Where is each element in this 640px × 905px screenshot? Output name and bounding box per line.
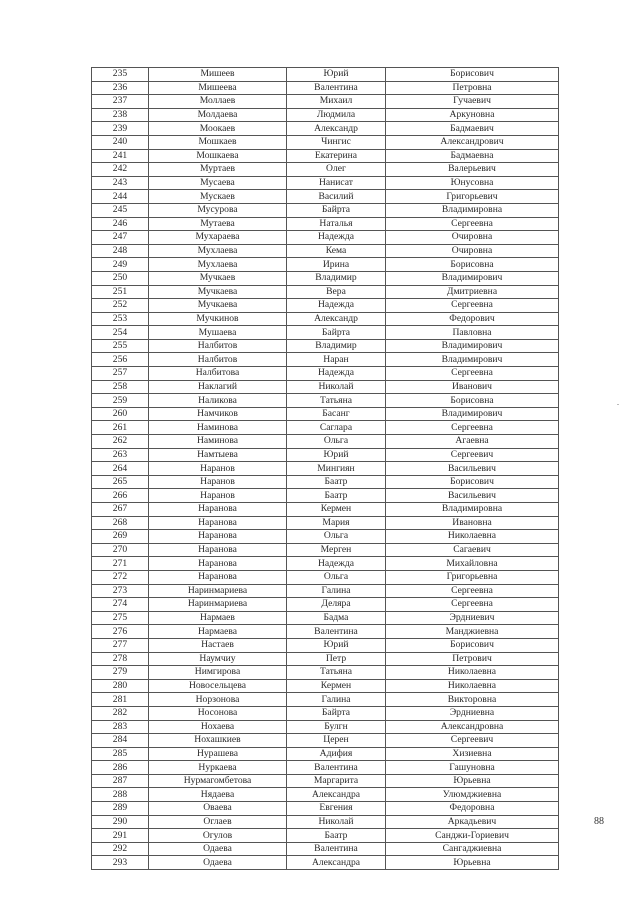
- patronymic-cell: Бадмаевич: [386, 122, 559, 136]
- table-row: [92, 570, 559, 584]
- row-number-cell: 266: [92, 489, 149, 503]
- surname-cell: Налбитова: [149, 367, 287, 381]
- table-row: [92, 380, 559, 394]
- surname-cell: Новосельцева: [149, 679, 287, 693]
- first-name-cell: Петр: [287, 652, 386, 666]
- table-row: [92, 258, 559, 272]
- patronymic-cell: Николаевна: [386, 679, 559, 693]
- patronymic-cell: Очировна: [386, 244, 559, 258]
- surname-cell: Наумчиу: [149, 652, 287, 666]
- first-name-cell: Олег: [287, 163, 386, 177]
- patronymic-cell: Владимирович: [386, 339, 559, 353]
- table-row: [92, 584, 559, 598]
- first-name-cell: Галина: [287, 693, 386, 707]
- first-name-cell: Юрий: [287, 68, 386, 82]
- first-name-cell: Василий: [287, 190, 386, 204]
- table-row: [92, 530, 559, 544]
- table-row: [92, 802, 559, 816]
- surname-cell: Наринмариева: [149, 584, 287, 598]
- first-name-cell: Галина: [287, 584, 386, 598]
- table-row: [92, 312, 559, 326]
- row-number-cell: 235: [92, 68, 149, 82]
- patronymic-cell: Сергеевна: [386, 598, 559, 612]
- row-number-cell: 247: [92, 231, 149, 245]
- surname-cell: Нармаев: [149, 611, 287, 625]
- surname-cell: Мошкаева: [149, 149, 287, 163]
- table-row: [92, 475, 559, 489]
- surname-cell: Наранов: [149, 489, 287, 503]
- table-row: [92, 666, 559, 680]
- table-row: [92, 353, 559, 367]
- row-number-cell: 277: [92, 638, 149, 652]
- patronymic-cell: Агаевна: [386, 435, 559, 449]
- first-name-cell: Баатр: [287, 475, 386, 489]
- first-name-cell: Ирина: [287, 258, 386, 272]
- surname-cell: Наранова: [149, 543, 287, 557]
- table-row: [92, 231, 559, 245]
- surname-cell: Нохаева: [149, 720, 287, 734]
- table-row: [92, 611, 559, 625]
- row-number-cell: 259: [92, 394, 149, 408]
- row-number-cell: 287: [92, 774, 149, 788]
- table-row: [92, 271, 559, 285]
- patronymic-cell: Гашуновна: [386, 761, 559, 775]
- surname-cell: Наклагий: [149, 380, 287, 394]
- row-number-cell: 255: [92, 339, 149, 353]
- row-number-cell: 282: [92, 706, 149, 720]
- surname-cell: Наранов: [149, 462, 287, 476]
- table-row: [92, 244, 559, 258]
- surname-cell: Наранова: [149, 516, 287, 530]
- surname-cell: Мишеев: [149, 68, 287, 82]
- row-number-cell: 249: [92, 258, 149, 272]
- surname-cell: Наминова: [149, 421, 287, 435]
- patronymic-cell: Борисовна: [386, 394, 559, 408]
- table-row: [92, 95, 559, 109]
- patronymic-cell: Павловна: [386, 326, 559, 340]
- row-number-cell: 285: [92, 747, 149, 761]
- first-name-cell: Валентина: [287, 842, 386, 856]
- table-row: [92, 543, 559, 557]
- row-number-cell: 268: [92, 516, 149, 530]
- surname-cell: Огулов: [149, 829, 287, 843]
- surname-cell: Нуркаева: [149, 761, 287, 775]
- surname-cell: Нохашкиев: [149, 734, 287, 748]
- first-name-cell: Байрта: [287, 706, 386, 720]
- row-number-cell: 251: [92, 285, 149, 299]
- surname-cell: Мускаев: [149, 190, 287, 204]
- table-row: [92, 339, 559, 353]
- surname-cell: Настаев: [149, 638, 287, 652]
- patronymic-cell: Михайловна: [386, 557, 559, 571]
- row-number-cell: 272: [92, 570, 149, 584]
- first-name-cell: Церен: [287, 734, 386, 748]
- names-table: [91, 67, 559, 870]
- row-number-cell: 281: [92, 693, 149, 707]
- table-row: [92, 829, 559, 843]
- first-name-cell: Мингиян: [287, 462, 386, 476]
- patronymic-cell: Бадмаевна: [386, 149, 559, 163]
- table-row: [92, 638, 559, 652]
- patronymic-cell: Федорович: [386, 312, 559, 326]
- first-name-cell: Юрий: [287, 638, 386, 652]
- patronymic-cell: Борисовна: [386, 258, 559, 272]
- surname-cell: Мухараева: [149, 231, 287, 245]
- row-number-cell: 274: [92, 598, 149, 612]
- table-row: [92, 285, 559, 299]
- first-name-cell: Чингис: [287, 135, 386, 149]
- first-name-cell: Бадма: [287, 611, 386, 625]
- table-row: [92, 299, 559, 313]
- row-number-cell: 278: [92, 652, 149, 666]
- first-name-cell: Николай: [287, 815, 386, 829]
- table-row: [92, 774, 559, 788]
- surname-cell: Мушаева: [149, 326, 287, 340]
- patronymic-cell: Юнусовна: [386, 176, 559, 190]
- surname-cell: Наринмариева: [149, 598, 287, 612]
- first-name-cell: Татьяна: [287, 666, 386, 680]
- surname-cell: Нармаева: [149, 625, 287, 639]
- first-name-cell: Кермен: [287, 679, 386, 693]
- first-name-cell: Александра: [287, 856, 386, 870]
- first-name-cell: Деляра: [287, 598, 386, 612]
- first-name-cell: Маргарита: [287, 774, 386, 788]
- table-row: [92, 122, 559, 136]
- row-number-cell: 292: [92, 842, 149, 856]
- row-number-cell: 246: [92, 217, 149, 231]
- patronymic-cell: Улюмджиевна: [386, 788, 559, 802]
- surname-cell: Наранова: [149, 570, 287, 584]
- surname-cell: Оглаев: [149, 815, 287, 829]
- row-number-cell: 293: [92, 856, 149, 870]
- patronymic-cell: Сергеевич: [386, 734, 559, 748]
- table-row: [92, 625, 559, 639]
- table-row: [92, 693, 559, 707]
- row-number-cell: 280: [92, 679, 149, 693]
- first-name-cell: Басанг: [287, 407, 386, 421]
- patronymic-cell: Сергеевна: [386, 217, 559, 231]
- patronymic-cell: Очировна: [386, 231, 559, 245]
- row-number-cell: 271: [92, 557, 149, 571]
- row-number-cell: 253: [92, 312, 149, 326]
- patronymic-cell: Сергеевна: [386, 421, 559, 435]
- patronymic-cell: Александровна: [386, 720, 559, 734]
- surname-cell: Мучкинов: [149, 312, 287, 326]
- row-number-cell: 241: [92, 149, 149, 163]
- surname-cell: Муртаев: [149, 163, 287, 177]
- patronymic-cell: Викторовна: [386, 693, 559, 707]
- row-number-cell: 240: [92, 135, 149, 149]
- surname-cell: Мучкаева: [149, 285, 287, 299]
- patronymic-cell: Ивановна: [386, 516, 559, 530]
- row-number-cell: 243: [92, 176, 149, 190]
- table-row: [92, 176, 559, 190]
- patronymic-cell: Владимировна: [386, 203, 559, 217]
- row-number-cell: 257: [92, 367, 149, 381]
- first-name-cell: Байрта: [287, 326, 386, 340]
- table-row: [92, 407, 559, 421]
- row-number-cell: 258: [92, 380, 149, 394]
- first-name-cell: Мария: [287, 516, 386, 530]
- table-row: [92, 815, 559, 829]
- patronymic-cell: Юрьевна: [386, 774, 559, 788]
- patronymic-cell: Эрдниевна: [386, 706, 559, 720]
- first-name-cell: Людмила: [287, 108, 386, 122]
- row-number-cell: 239: [92, 122, 149, 136]
- row-number-cell: 291: [92, 829, 149, 843]
- patronymic-cell: Сергеевна: [386, 367, 559, 381]
- row-number-cell: 260: [92, 407, 149, 421]
- patronymic-cell: Владимирович: [386, 271, 559, 285]
- row-number-cell: 289: [92, 802, 149, 816]
- surname-cell: Одаева: [149, 842, 287, 856]
- table-row: [92, 217, 559, 231]
- row-number-cell: 237: [92, 95, 149, 109]
- patronymic-cell: Петровна: [386, 81, 559, 95]
- first-name-cell: Байрта: [287, 203, 386, 217]
- row-number-cell: 264: [92, 462, 149, 476]
- first-name-cell: Наран: [287, 353, 386, 367]
- table-row: [92, 394, 559, 408]
- table-row: [92, 326, 559, 340]
- surname-cell: Норзонова: [149, 693, 287, 707]
- row-number-cell: 269: [92, 530, 149, 544]
- table-row: [92, 706, 559, 720]
- patronymic-cell: Валерьевич: [386, 163, 559, 177]
- patronymic-cell: Дмитриевна: [386, 285, 559, 299]
- patronymic-cell: Васильевич: [386, 489, 559, 503]
- surname-cell: Мучкаев: [149, 271, 287, 285]
- names-table-body: [92, 68, 559, 870]
- table-row: [92, 435, 559, 449]
- table-row: [92, 516, 559, 530]
- surname-cell: Наранова: [149, 503, 287, 517]
- patronymic-cell: Владимирович: [386, 407, 559, 421]
- table-row: [92, 788, 559, 802]
- table-row: [92, 856, 559, 870]
- first-name-cell: Баатр: [287, 829, 386, 843]
- patronymic-cell: Аркуновна: [386, 108, 559, 122]
- first-name-cell: Александра: [287, 788, 386, 802]
- patronymic-cell: Петрович: [386, 652, 559, 666]
- first-name-cell: Надежда: [287, 299, 386, 313]
- table-row: [92, 842, 559, 856]
- surname-cell: Носонова: [149, 706, 287, 720]
- table-row: [92, 598, 559, 612]
- patronymic-cell: Сергеевич: [386, 448, 559, 462]
- surname-cell: Наранова: [149, 557, 287, 571]
- row-number-cell: 270: [92, 543, 149, 557]
- first-name-cell: Ольга: [287, 570, 386, 584]
- row-number-cell: 273: [92, 584, 149, 598]
- surname-cell: Нурашева: [149, 747, 287, 761]
- patronymic-cell: Аркадьевич: [386, 815, 559, 829]
- table-row: [92, 149, 559, 163]
- patronymic-cell: Владимирович: [386, 353, 559, 367]
- table-row: [92, 557, 559, 571]
- patronymic-cell: Васильевич: [386, 462, 559, 476]
- surname-cell: Нимгирова: [149, 666, 287, 680]
- table-row: [92, 734, 559, 748]
- first-name-cell: Евгения: [287, 802, 386, 816]
- first-name-cell: Александр: [287, 312, 386, 326]
- first-name-cell: Валентина: [287, 81, 386, 95]
- row-number-cell: 238: [92, 108, 149, 122]
- patronymic-cell: Федоровна: [386, 802, 559, 816]
- first-name-cell: Мерген: [287, 543, 386, 557]
- first-name-cell: Михаил: [287, 95, 386, 109]
- row-number-cell: 263: [92, 448, 149, 462]
- patronymic-cell: Григорьевна: [386, 570, 559, 584]
- row-number-cell: 275: [92, 611, 149, 625]
- surname-cell: Молдаева: [149, 108, 287, 122]
- surname-cell: Наликова: [149, 394, 287, 408]
- row-number-cell: 279: [92, 666, 149, 680]
- table-row: [92, 81, 559, 95]
- surname-cell: Мучкаева: [149, 299, 287, 313]
- surname-cell: Наранов: [149, 475, 287, 489]
- table-row: [92, 135, 559, 149]
- row-number-cell: 267: [92, 503, 149, 517]
- first-name-cell: Ольга: [287, 435, 386, 449]
- surname-cell: Наранова: [149, 530, 287, 544]
- patronymic-cell: Николаевна: [386, 666, 559, 680]
- table-row: [92, 761, 559, 775]
- row-number-cell: 288: [92, 788, 149, 802]
- first-name-cell: Валентина: [287, 625, 386, 639]
- patronymic-cell: Сергеевна: [386, 584, 559, 598]
- patronymic-cell: Николаевна: [386, 530, 559, 544]
- page-number: 88: [594, 816, 604, 827]
- patronymic-cell: Борисович: [386, 68, 559, 82]
- surname-cell: Мошкаев: [149, 135, 287, 149]
- first-name-cell: Саглара: [287, 421, 386, 435]
- first-name-cell: Юрий: [287, 448, 386, 462]
- surname-cell: Намтыева: [149, 448, 287, 462]
- surname-cell: Мишеева: [149, 81, 287, 95]
- first-name-cell: Владимир: [287, 271, 386, 285]
- first-name-cell: Александр: [287, 122, 386, 136]
- surname-cell: Налбитов: [149, 353, 287, 367]
- table-row: [92, 68, 559, 82]
- first-name-cell: Наталья: [287, 217, 386, 231]
- patronymic-cell: Гучаевич: [386, 95, 559, 109]
- first-name-cell: Татьяна: [287, 394, 386, 408]
- table-row: [92, 190, 559, 204]
- row-number-cell: 276: [92, 625, 149, 639]
- first-name-cell: Ольга: [287, 530, 386, 544]
- row-number-cell: 242: [92, 163, 149, 177]
- first-name-cell: Кермен: [287, 503, 386, 517]
- row-number-cell: 248: [92, 244, 149, 258]
- first-name-cell: Булгн: [287, 720, 386, 734]
- surname-cell: Намчиков: [149, 407, 287, 421]
- table-row: [92, 503, 559, 517]
- patronymic-cell: Сергеевна: [386, 299, 559, 313]
- surname-cell: Моокаев: [149, 122, 287, 136]
- surname-cell: Нурмагомбетова: [149, 774, 287, 788]
- table-row: [92, 421, 559, 435]
- surname-cell: Моллаев: [149, 95, 287, 109]
- table-row: [92, 203, 559, 217]
- row-number-cell: 256: [92, 353, 149, 367]
- row-number-cell: 252: [92, 299, 149, 313]
- row-number-cell: 290: [92, 815, 149, 829]
- patronymic-cell: Эрдниевич: [386, 611, 559, 625]
- table-row: [92, 163, 559, 177]
- first-name-cell: Надежда: [287, 231, 386, 245]
- row-number-cell: 283: [92, 720, 149, 734]
- surname-cell: Мусурова: [149, 203, 287, 217]
- row-number-cell: 262: [92, 435, 149, 449]
- patronymic-cell: Санджи-Гориевич: [386, 829, 559, 843]
- patronymic-cell: Сагаевич: [386, 543, 559, 557]
- patronymic-cell: Борисович: [386, 638, 559, 652]
- surname-cell: Оваева: [149, 802, 287, 816]
- surname-cell: Налбитов: [149, 339, 287, 353]
- table-row: [92, 652, 559, 666]
- row-number-cell: 284: [92, 734, 149, 748]
- patronymic-cell: Владимировна: [386, 503, 559, 517]
- patronymic-cell: Юрьевна: [386, 856, 559, 870]
- first-name-cell: Баатр: [287, 489, 386, 503]
- table-row: [92, 367, 559, 381]
- patronymic-cell: Манджиевна: [386, 625, 559, 639]
- scan-speck: [617, 404, 619, 405]
- table-row: [92, 108, 559, 122]
- first-name-cell: Кема: [287, 244, 386, 258]
- table-row: [92, 679, 559, 693]
- first-name-cell: Николай: [287, 380, 386, 394]
- row-number-cell: 245: [92, 203, 149, 217]
- first-name-cell: Вера: [287, 285, 386, 299]
- first-name-cell: Адифия: [287, 747, 386, 761]
- first-name-cell: Валентина: [287, 761, 386, 775]
- surname-cell: Мусаева: [149, 176, 287, 190]
- patronymic-cell: Борисович: [386, 475, 559, 489]
- patronymic-cell: Сангаджиевна: [386, 842, 559, 856]
- row-number-cell: 250: [92, 271, 149, 285]
- patronymic-cell: Александрович: [386, 135, 559, 149]
- surname-cell: Мухлаева: [149, 244, 287, 258]
- row-number-cell: 286: [92, 761, 149, 775]
- row-number-cell: 254: [92, 326, 149, 340]
- surname-cell: Наминова: [149, 435, 287, 449]
- patronymic-cell: Григорьевич: [386, 190, 559, 204]
- table-row: [92, 720, 559, 734]
- first-name-cell: Надежда: [287, 367, 386, 381]
- row-number-cell: 236: [92, 81, 149, 95]
- row-number-cell: 265: [92, 475, 149, 489]
- row-number-cell: 261: [92, 421, 149, 435]
- table-row: [92, 489, 559, 503]
- surname-cell: Мухлаева: [149, 258, 287, 272]
- row-number-cell: 244: [92, 190, 149, 204]
- surname-cell: Одаева: [149, 856, 287, 870]
- first-name-cell: Нанисат: [287, 176, 386, 190]
- surname-cell: Нядаева: [149, 788, 287, 802]
- first-name-cell: Владимир: [287, 339, 386, 353]
- first-name-cell: Надежда: [287, 557, 386, 571]
- surname-cell: Мутаева: [149, 217, 287, 231]
- table-row: [92, 462, 559, 476]
- table-row: [92, 747, 559, 761]
- patronymic-cell: Иванович: [386, 380, 559, 394]
- table-row: [92, 448, 559, 462]
- first-name-cell: Екатерина: [287, 149, 386, 163]
- patronymic-cell: Хизиевна: [386, 747, 559, 761]
